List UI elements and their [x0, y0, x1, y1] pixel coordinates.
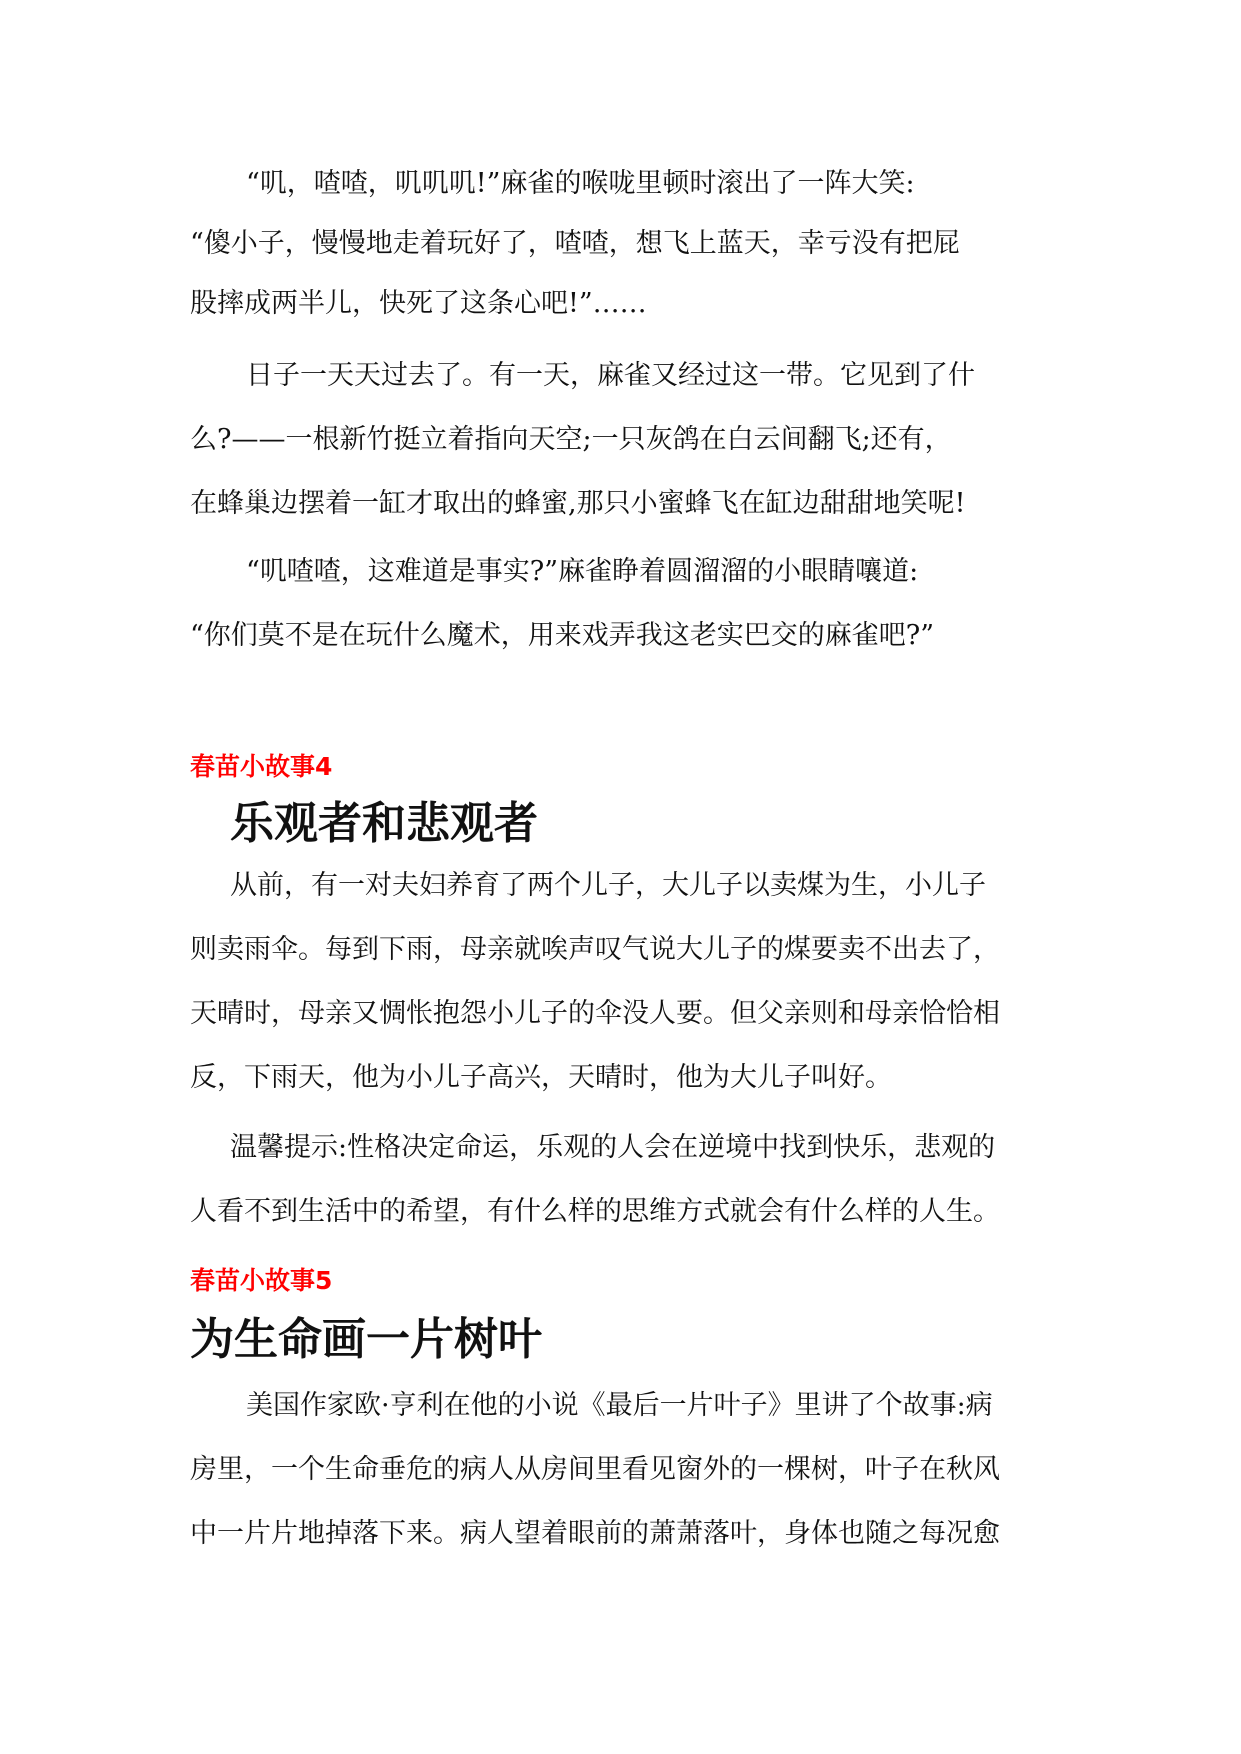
paragraph-line: 则卖雨伞。每到下雨，母亲就唉声叹气说大儿子的煤要卖不出去了，: [190, 934, 1000, 965]
paragraph-line: 从前，有一对夫妇养育了两个儿子，大儿子以卖煤为生，小儿子: [230, 870, 986, 901]
story-label: 春苗小故事5: [190, 1266, 333, 1295]
paragraph-line: 在蜂巢边摆着一缸才取出的蜂蜜,那只小蜜蜂飞在缸边甜甜地笑呢!: [190, 488, 966, 519]
paragraph-line: 股摔成两半儿，快死了这条心吧!”……: [190, 288, 647, 319]
paragraph-line: “叽，喳喳，叽叽叽!”麻雀的喉咙里顿时滚出了一阵大笑:: [246, 168, 915, 199]
paragraph-line: 么?——一根新竹挺立着指向天空;一只灰鸽在白云间翻飞;还有，: [190, 424, 952, 455]
story-label: 春苗小故事4: [190, 752, 333, 781]
story-title: 为生命画一片树叶: [190, 1314, 542, 1365]
story-title: 乐观者和悲观者: [230, 798, 538, 849]
paragraph-line: 人看不到生活中的希望，有什么样的思维方式就会有什么样的人生。: [190, 1196, 1000, 1227]
paragraph-line: 房里，一个生命垂危的病人从房间里看见窗外的一棵树，叶子在秋风: [190, 1454, 1000, 1485]
paragraph-line: “叽喳喳，这难道是事实?”麻雀睁着圆溜溜的小眼睛嚷道:: [246, 556, 919, 587]
paragraph-line: “傻小子，慢慢地走着玩好了，喳喳，想飞上蓝天，幸亏没有把屁: [190, 228, 960, 259]
paragraph-line: 中一片片地掉落下来。病人望着眼前的萧萧落叶，身体也随之每况愈: [190, 1518, 1000, 1549]
paragraph-line: 温馨提示:性格决定命运，乐观的人会在逆境中找到快乐，悲观的: [230, 1132, 996, 1163]
paragraph-line: “你们莫不是在玩什么魔术，用来戏弄我这老实巴交的麻雀吧?”: [190, 620, 935, 651]
paragraph-line: 天晴时，母亲又惆怅抱怨小儿子的伞没人要。但父亲则和母亲恰恰相: [190, 998, 1000, 1029]
paragraph-line: 日子一天天过去了。有一天，麻雀又经过这一带。它见到了什: [246, 360, 975, 391]
paragraph-line: 美国作家欧·亨利在他的小说《最后一片叶子》里讲了个故事:病: [246, 1390, 993, 1421]
paragraph-line: 反，下雨天，他为小儿子高兴，天晴时，他为大儿子叫好。: [190, 1062, 892, 1093]
